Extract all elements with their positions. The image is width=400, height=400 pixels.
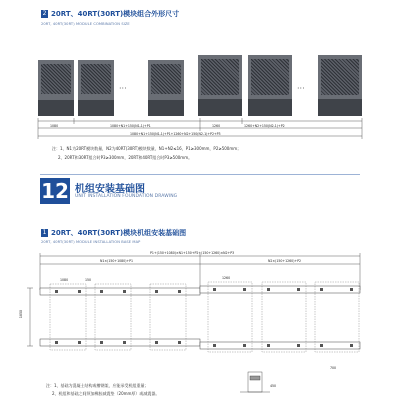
ellipsis-icon: ··· — [119, 84, 127, 93]
dim-label: 150 — [85, 278, 92, 282]
note-line: 2、20RT和30RT组合时P3≥300mm，20RT和40RT组合时P3≥500mm。 — [58, 155, 193, 160]
dim-label: 1260 — [212, 124, 221, 128]
section-subtitle: 20RT, 40RT(30RT) MODULE INSTALLATION BASE MAP — [41, 240, 141, 244]
section-subtitle: 20RT, 40RT(30RT) MODULE COMBINATION SIZE — [41, 22, 130, 26]
dim-label: N2×(150+1260)+P2 — [268, 259, 302, 263]
section-title: 机组安装基础图 — [75, 184, 145, 195]
dim-label: 1260 — [222, 276, 231, 280]
section-subtitle: UNIT INSTALLATION FOUNDATION DRAWING — [75, 194, 178, 199]
dim-label: 1260+N2+150(N2-1)+P2 — [244, 124, 285, 128]
note-line: 2、机组和基础之间须加橡胶减震垫（20mm厚）或减震器。 — [52, 391, 160, 396]
section-number-badge: 12 — [41, 179, 69, 203]
dim-label: 700 — [330, 366, 337, 370]
note-line: 注：1、基础为混凝土结构或槽钢架，应能承受机组重量； — [46, 383, 149, 388]
section-title: 20RT、40RT(30RT)模块机组安装基础图 — [51, 229, 187, 237]
dim-label: N1×(150+1080)+P1 — [100, 259, 134, 263]
section-title: 20RT、40RT(30RT)模块组合外形尺寸 — [51, 10, 180, 18]
dim-label: 1080 — [60, 278, 69, 282]
dim-label: 450 — [270, 384, 277, 388]
dim-label: P1+(150+1080)×N1+150+P2+(150+1260)×N2+P3 — [150, 251, 235, 255]
section-badge: 2 — [42, 10, 47, 17]
dim-label: 1850 — [19, 309, 24, 319]
dim-label: 1080 — [50, 124, 59, 128]
ellipsis-icon: ··· — [297, 84, 305, 93]
dim-label: 1080+N1+150(N1-1)+P1+1260+N2+150(N2-1)+P2+P3 — [130, 132, 221, 136]
note-line: 注：1、N1为20RT模块数量，N2为40RT(30RT)模块数量，N1+N2≤16，P1≥300mm，P2≥500mm； — [52, 146, 242, 151]
dim-label: 1080+N1+150(N1-1)+P1 — [110, 124, 151, 128]
section-badge: 1 — [42, 229, 47, 236]
